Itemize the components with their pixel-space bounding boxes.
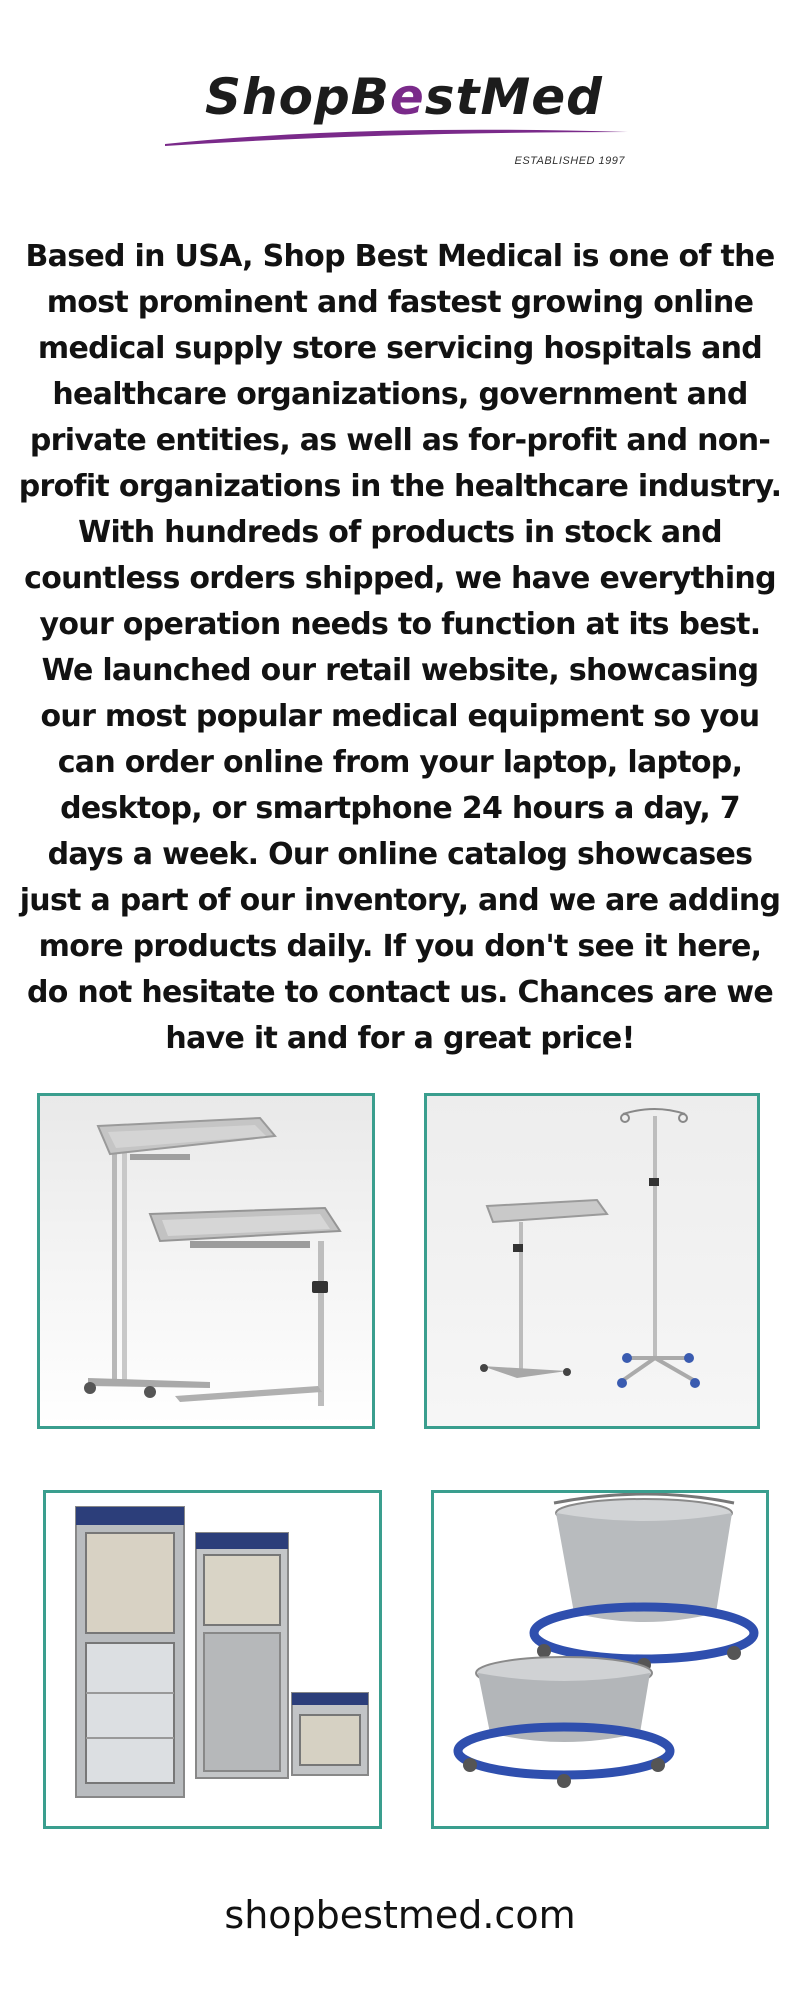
product-image-kick-buckets[interactable] (431, 1490, 769, 1829)
brand-logo[interactable] (160, 58, 640, 178)
product-image-tray-and-iv-pole[interactable] (424, 1093, 760, 1429)
company-description: Based in USA, Shop Best Medical is one of the most prominent and fastest growing online medical supply store servicing hospitals and healthcare organizations, government and private entities, as well as for-profit and non-profit organizations in the healthcare industry. With hundreds of products in stock and countless orders shipped, we have everything your operation needs to function at its best. We launched our retail website, showcasing our most popular medical equipment so you can order online from your laptop, laptop, desktop, or smartphone 24 hours a day, 7 days a week. Our online catalog showcases just a part of our inventory, and we are adding more products daily. If you don't see it here, do not hesitate to contact us. Chances are we have it and for a great price! (18, 239, 782, 1056)
logo-tagline: ESTABLISHED 1997 (514, 155, 625, 167)
warming-cabinet-icon (46, 1493, 379, 1826)
logo-accent-letter: e (389, 68, 425, 126)
iv-pole-icon (427, 1096, 757, 1426)
website-link[interactable]: shopbestmed.com (224, 1893, 576, 1937)
kick-bucket-icon (434, 1493, 766, 1826)
mayo-stand-icon (40, 1096, 372, 1426)
product-image-warming-cabinets[interactable] (43, 1490, 382, 1829)
logo-swoosh (160, 118, 640, 148)
product-image-mayo-stands[interactable] (37, 1093, 375, 1429)
logo-text: ShopBestMed (205, 68, 603, 126)
